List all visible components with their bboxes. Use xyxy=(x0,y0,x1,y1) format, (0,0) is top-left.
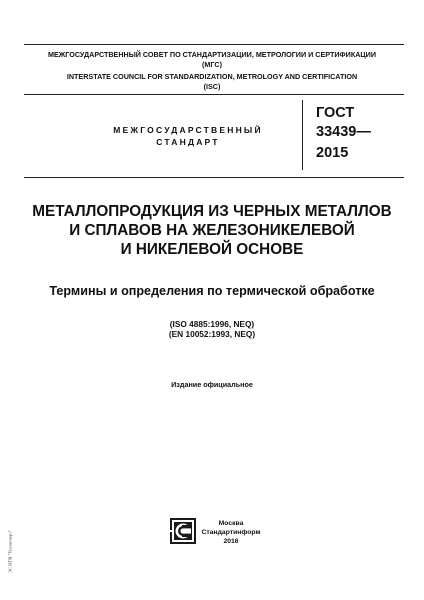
top-rule xyxy=(24,44,404,45)
document-subtitle: Термины и определения по термической обработке xyxy=(49,284,375,298)
council-abbr-en: (ISC) xyxy=(203,82,221,91)
publisher-name: Стандартинформ xyxy=(201,529,261,536)
document-title-line3: И НИКЕЛЕВОЙ ОСНОВЕ xyxy=(120,241,304,258)
gost-label: ГОСТ xyxy=(316,105,355,121)
council-abbr-ru: (МГС) xyxy=(202,60,222,69)
reference-iso: (ISO 4885:1996, NEQ) xyxy=(169,319,255,329)
header-rule xyxy=(24,94,404,95)
standard-type-line1: МЕЖГОСУДАРСТВЕННЫЙ xyxy=(113,125,263,135)
designation-divider xyxy=(302,100,303,170)
council-name-en: INTERSTATE COUNCIL FOR STANDARDIZATION, METROLOGY AND CERTIFICATION xyxy=(66,72,358,81)
publisher-year: 2016 xyxy=(223,538,239,545)
margin-watermark: ЭС НТИ "Техэксперт" xyxy=(7,529,13,574)
designation-rule xyxy=(24,177,404,178)
council-name-ru: МЕЖГОСУДАРСТВЕННЫЙ СОВЕТ ПО СТАНДАРТИЗАЦИИ, МЕТРОЛОГИИ И СЕРТИФИКАЦИИ xyxy=(47,50,377,59)
publisher-city: Москва xyxy=(218,520,244,527)
document-title-line2: И СПЛАВОВ НА ЖЕЛЕЗОНИКЕЛЕВОЙ xyxy=(69,222,355,239)
gost-year: 2015 xyxy=(316,145,349,161)
edition-note: Издание официальное xyxy=(171,380,253,389)
standartinform-logo-icon xyxy=(168,516,198,546)
reference-en: (EN 10052:1993, NEQ) xyxy=(168,329,256,339)
standard-type-line2: СТАНДАРТ xyxy=(156,137,220,147)
gost-number: 33439— xyxy=(316,124,371,140)
document-title-line1: МЕТАЛЛОПРОДУКЦИЯ ИЗ ЧЕРНЫХ МЕТАЛЛОВ xyxy=(32,203,392,220)
